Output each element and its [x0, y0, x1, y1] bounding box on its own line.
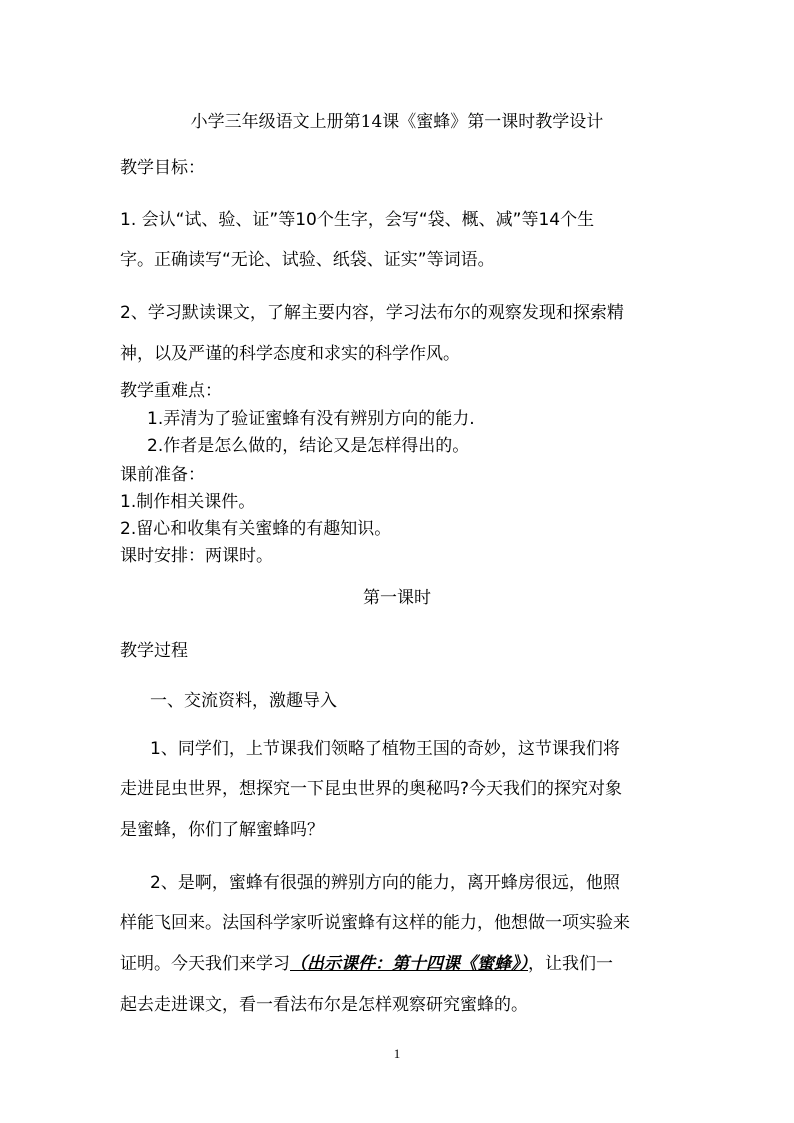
section-1-heading: 一、交流资料，激趣导入 — [150, 691, 337, 711]
document-title: 小学三年级语文上册第14课《蜜蜂》第一课时教学设计 — [190, 112, 604, 132]
objective-2-line-1: 2、学习默读课文，了解主要内容，学习法布尔的观察发现和探索精 — [120, 303, 624, 323]
paragraph-2-line-1: 2、是啊，蜜蜂有很强的辨别方向的能力，离开蜂房很远，他照 — [150, 873, 620, 893]
objective-1-line-1: 1. 会认“试、验、证”等10个生字，会写“袋、概、减”等14个生 — [120, 210, 595, 230]
objectives-heading: 教学目标： — [120, 158, 205, 178]
keypoints-heading: 教学重难点： — [120, 381, 222, 401]
paragraph-1-line-3: 是蜜蜂，你们了解蜜蜂吗？ — [120, 820, 324, 840]
paragraph-1-line-2: 走进昆虫世界，想探究一下昆虫世界的奥秘吗?今天我们的探究对象 — [120, 779, 623, 799]
lesson-heading: 第一课时 — [363, 588, 431, 608]
paragraph-2-line-3-text: 证明。今天我们来学习 — [120, 954, 290, 974]
prep-item-1: 1.制作相关课件。 — [120, 492, 256, 512]
prep-item-2: 2.留心和收集有关蜜蜂的有趣知识。 — [120, 519, 392, 539]
keypoint-2: 2.作者是怎么做的，结论又是怎样得出的。 — [147, 436, 470, 456]
courseware-highlight: （出示课件：第十四课《蜜蜂》） — [290, 954, 528, 974]
process-heading: 教学过程 — [120, 641, 188, 661]
page-number: 1 — [393, 1046, 401, 1061]
paragraph-2-line-3 — [120, 949, 613, 974]
paragraph-2-line-2: 样能飞回来。法国科学家听说蜜蜂有这样的能力，他想做一项实验来 — [120, 913, 630, 933]
keypoint-1: 1.弄清为了验证蜜蜂有没有辨别方向的能力. — [147, 409, 475, 429]
paragraph-1-line-1: 1、同学们，上节课我们领略了植物王国的奇妙，这节课我们将 — [150, 739, 620, 759]
objective-1-line-2: 字。正确读写“无论、试验、纸袋、证实”等词语。 — [120, 250, 495, 270]
objective-2-line-2: 神，以及严谨的科学态度和求实的科学作风。 — [120, 344, 460, 364]
paragraph-2-line-3-tail: ，让我们一 — [528, 954, 613, 974]
prep-heading: 课前准备： — [120, 465, 205, 485]
schedule-line: 课时安排：两课时。 — [120, 546, 273, 566]
paragraph-2-line-4: 起去走进课文，看一看法布尔是怎样观察研究蜜蜂的。 — [120, 995, 528, 1015]
